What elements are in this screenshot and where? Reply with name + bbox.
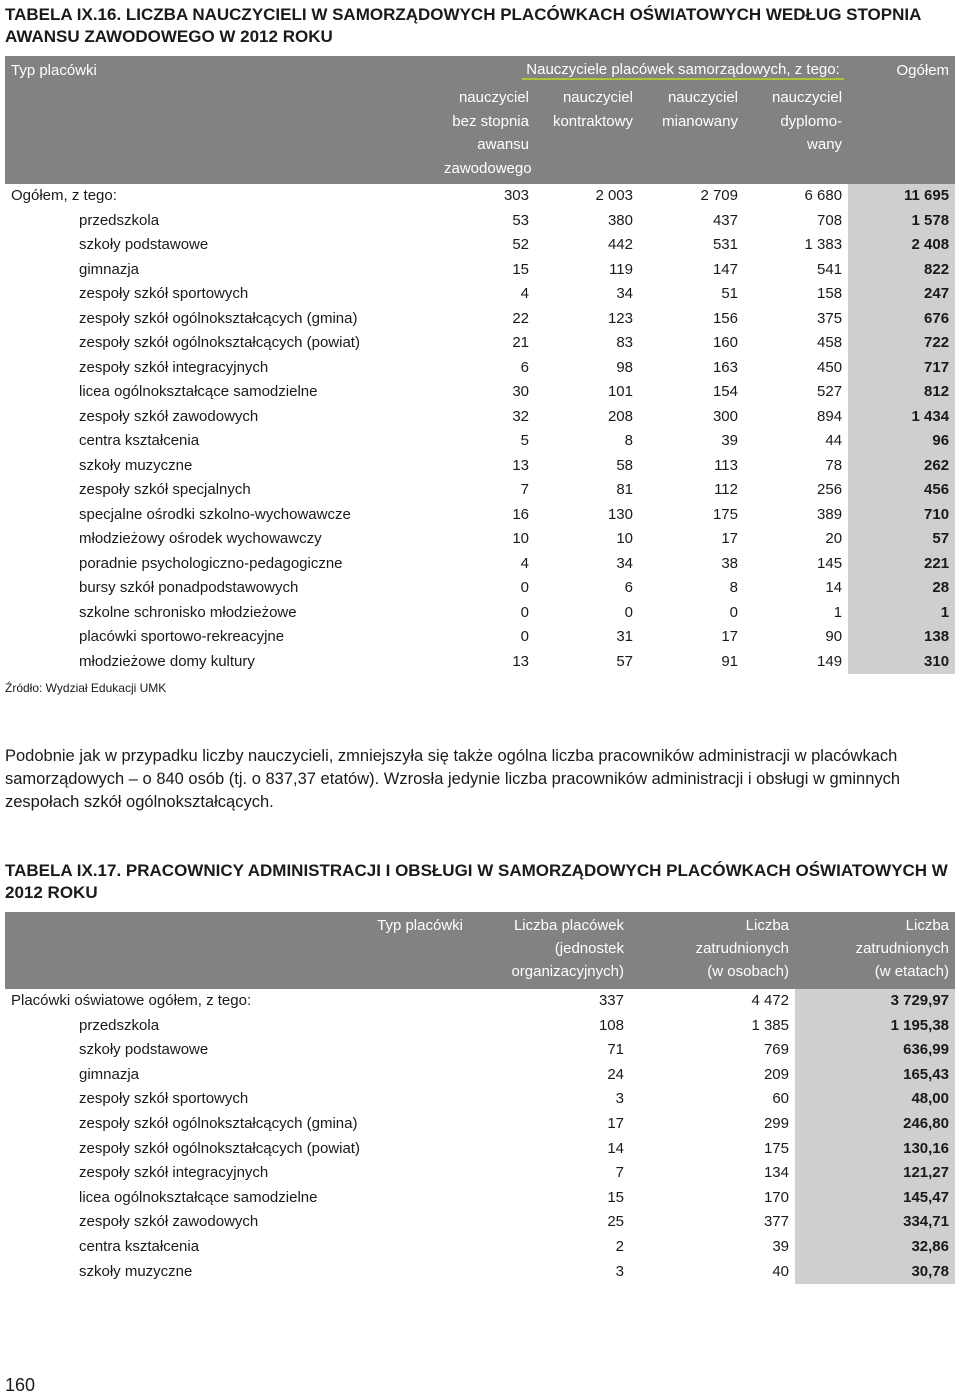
cell-value: 10 xyxy=(512,530,529,547)
cell-value: 337 xyxy=(598,992,624,1009)
table-row xyxy=(5,1235,955,1260)
cell-value: 31 xyxy=(616,628,633,645)
column-header-line: bez stopnia xyxy=(452,112,529,130)
row-label: zespoły szkół ogólnokształcących (powiat) xyxy=(79,334,360,351)
cell-value: 17 xyxy=(721,530,738,547)
row-total: 138 xyxy=(848,625,955,650)
row-label: Ogółem, z tego: xyxy=(11,187,117,204)
row-label: placówki sportowo-rekreacyjne xyxy=(79,628,285,645)
cell-value: 101 xyxy=(607,383,633,400)
cell-value: 450 xyxy=(817,358,843,376)
column-header-line: dyplomo- xyxy=(780,112,843,130)
row-label: szkoły podstawowe xyxy=(79,236,209,253)
table-row xyxy=(5,233,955,258)
row-total: 1 xyxy=(848,601,955,626)
cell-value: 130 xyxy=(607,505,633,523)
cell-value: 15 xyxy=(607,1188,624,1206)
cell-value: 303 xyxy=(503,187,529,204)
table-row xyxy=(5,552,955,577)
cell-value: 158 xyxy=(817,285,843,302)
table-2-title: TABELA IX.17. PRACOWNICY ADMINISTRACJI I OBSŁUGI W SAMORZĄDOWYCH PLACÓWKACH OŚWIATOWYCH W 2012 ROKU xyxy=(5,861,948,902)
cell-value: 58 xyxy=(616,456,633,474)
column-header-line: awansu xyxy=(477,136,529,153)
table-row xyxy=(5,1112,955,1137)
cell-value: 1 383 xyxy=(804,236,843,253)
body-paragraph: Podobnie jak w przypadku liczby nauczycieli, zmniejszyła się także ogólna liczba pracowników administracji w placówkach samorządowych – o 840 osób (tj. o 837,37 etatów). Wzrosła jedynie liczba pracowników administracji i obsługi w gminnych zespołach szkół ogólnokształcących. xyxy=(5,747,901,811)
column-header-line: Liczba xyxy=(745,917,789,934)
table-row xyxy=(5,576,955,601)
cell-value: 541 xyxy=(817,260,843,278)
row-total: 456 xyxy=(848,478,955,503)
column-header-line: nauczyciel xyxy=(458,89,529,106)
row-total: 717 xyxy=(848,356,955,381)
table-row xyxy=(5,478,955,503)
cell-value: 208 xyxy=(607,407,633,425)
column-header-line: (jednostek xyxy=(554,940,624,957)
table-row xyxy=(5,307,955,332)
cell-value: 83 xyxy=(616,334,633,351)
table-row xyxy=(5,454,955,479)
row-total: 1 578 xyxy=(848,209,955,234)
cell-value: 160 xyxy=(712,334,738,351)
row-label: szkoły podstawowe xyxy=(79,1041,209,1059)
table-row xyxy=(5,356,955,381)
row-label: zespoły szkół ogólnokształcących (gmina) xyxy=(79,309,358,327)
row-label: przedszkola xyxy=(79,211,160,229)
cell-value: 708 xyxy=(817,211,843,229)
cell-value: 769 xyxy=(763,1041,789,1059)
row-total: 28 xyxy=(848,576,955,601)
cell-value: 5 xyxy=(520,432,529,449)
row-total: 2 408 xyxy=(848,233,955,258)
table-row xyxy=(5,429,955,454)
cell-value: 0 xyxy=(520,628,529,645)
page-number: 160 xyxy=(5,1375,36,1395)
column-header xyxy=(744,85,848,184)
cell-value: 0 xyxy=(729,603,738,621)
cell-value: 39 xyxy=(772,1237,789,1255)
cell-value: 4 xyxy=(520,285,529,302)
table-row xyxy=(5,625,955,650)
row-label: centra kształcenia xyxy=(79,1237,200,1255)
cell-value: 108 xyxy=(598,1016,624,1034)
row-total: 57 xyxy=(848,527,955,552)
row-total: 310 xyxy=(848,650,955,675)
row-label: zespoły szkół integracyjnych xyxy=(79,1164,269,1182)
cell-value: 256 xyxy=(817,481,843,498)
cell-value: 458 xyxy=(817,334,843,351)
table-row xyxy=(5,1260,955,1285)
cell-value: 6 680 xyxy=(804,187,843,204)
row-total: 1 434 xyxy=(848,405,955,430)
table-row xyxy=(5,1038,955,1063)
row-label: szkoły muzyczne xyxy=(79,456,193,474)
teachers-table xyxy=(5,56,955,674)
row-label: zespoły szkół zawodowych xyxy=(79,1213,259,1231)
table-row xyxy=(5,1186,955,1211)
cell-value: 0 xyxy=(624,603,633,621)
column-header-line: zatrudnionych xyxy=(855,940,949,957)
column-header-line: Liczba placówek xyxy=(513,917,624,934)
cell-value: 78 xyxy=(825,456,843,474)
total-header: Ogółem xyxy=(848,56,955,85)
table-row xyxy=(5,405,955,430)
column-header-line: zatrudnionych xyxy=(695,940,789,957)
column-header-line: (w osobach) xyxy=(707,963,789,980)
cell-value: 299 xyxy=(763,1114,789,1132)
type-header: Typ placówki xyxy=(5,912,469,989)
cell-value: 3 xyxy=(615,1090,624,1108)
column-header xyxy=(795,912,955,989)
row-label: specjalne ośrodki szkolno-wychowawcze xyxy=(79,505,351,523)
cell-value: 13 xyxy=(512,652,529,670)
row-label: licea ogólnokształcące samodzielne xyxy=(79,383,318,400)
cell-value: 8 xyxy=(729,579,738,596)
cell-value: 32 xyxy=(512,407,529,425)
table-row xyxy=(5,989,955,1014)
cell-value: 13 xyxy=(512,456,529,474)
row-total: 676 xyxy=(848,307,955,332)
row-label: zespoły szkół specjalnych xyxy=(79,481,251,498)
row-total: 1 195,38 xyxy=(795,1014,955,1039)
row-label: zespoły szkół integracyjnych xyxy=(79,358,269,376)
cell-value: 38 xyxy=(721,554,738,572)
row-label: zespoły szkół ogólnokształcących (gmina) xyxy=(79,1114,358,1132)
source-note: Źródło: Wydział Edukacji UMK xyxy=(5,681,167,695)
table-row xyxy=(5,1014,955,1039)
row-total: 221 xyxy=(848,552,955,577)
table-row xyxy=(5,184,955,209)
group-header-cell xyxy=(438,56,848,85)
cell-value: 4 472 xyxy=(751,992,789,1009)
cell-value: 163 xyxy=(712,358,738,376)
cell-value: 894 xyxy=(817,407,843,425)
row-total: 145,47 xyxy=(795,1186,955,1211)
table-row xyxy=(5,503,955,528)
table-row xyxy=(5,209,955,234)
cell-value: 375 xyxy=(817,309,843,327)
cell-value: 16 xyxy=(512,505,529,523)
cell-value: 147 xyxy=(712,260,738,278)
row-total: 121,27 xyxy=(795,1161,955,1186)
row-label: poradnie psychologiczno-pedagogiczne xyxy=(79,554,343,572)
table-row xyxy=(5,601,955,626)
row-total: 710 xyxy=(848,503,955,528)
cell-value: 2 709 xyxy=(700,187,738,204)
header-spacer xyxy=(5,85,438,184)
column-header xyxy=(639,85,744,184)
row-total: 165,43 xyxy=(795,1063,955,1088)
row-total: 722 xyxy=(848,331,955,356)
cell-value: 7 xyxy=(615,1164,624,1182)
cell-value: 119 xyxy=(609,260,633,278)
column-header xyxy=(630,912,795,989)
column-header-line: Liczba xyxy=(905,917,949,934)
column-header-line: (w etatach) xyxy=(874,963,949,980)
row-label: młodzieżowe domy kultury xyxy=(79,652,255,670)
row-label: szkolne schronisko młodzieżowe xyxy=(79,603,297,621)
cell-value: 90 xyxy=(825,628,843,645)
cell-value: 14 xyxy=(607,1139,624,1157)
column-header-line: zawodowego xyxy=(444,159,532,177)
cell-value: 389 xyxy=(817,505,843,523)
column-header xyxy=(469,912,630,989)
cell-value: 8 xyxy=(624,432,633,449)
row-total: 262 xyxy=(848,454,955,479)
cell-value: 17 xyxy=(721,628,738,645)
cell-value: 14 xyxy=(825,579,843,596)
table-row xyxy=(5,1137,955,1162)
column-header-line: mianowany xyxy=(662,112,738,130)
cell-value: 34 xyxy=(616,554,633,572)
table-row xyxy=(5,282,955,307)
cell-value: 20 xyxy=(825,530,843,547)
row-total: 334,71 xyxy=(795,1210,955,1235)
column-header-line: nauczyciel xyxy=(772,89,843,106)
cell-value: 1 xyxy=(833,603,843,621)
cell-value: 156 xyxy=(712,309,738,327)
row-label: zespoły szkół ogólnokształcących (powiat) xyxy=(79,1139,360,1157)
group-header: Nauczyciele placówek samorządowych, z tego: xyxy=(522,61,843,80)
row-label: gimnazja xyxy=(79,1065,140,1083)
cell-value: 91 xyxy=(721,652,738,670)
row-total: 30,78 xyxy=(795,1260,955,1285)
row-label: zespoły szkół sportowych xyxy=(79,1090,249,1108)
row-total: 3 729,97 xyxy=(795,989,955,1014)
header-spacer xyxy=(848,85,955,184)
cell-value: 442 xyxy=(607,236,633,253)
cell-value: 39 xyxy=(721,432,738,449)
table-row xyxy=(5,1087,955,1112)
row-total: 130,16 xyxy=(795,1137,955,1162)
column-header-line: nauczyciel xyxy=(562,89,633,106)
cell-value: 170 xyxy=(763,1188,789,1206)
column-header xyxy=(535,85,639,184)
row-total: 636,99 xyxy=(795,1038,955,1063)
row-label: licea ogólnokształcące samodzielne xyxy=(79,1188,318,1206)
table-row xyxy=(5,1161,955,1186)
cell-value: 15 xyxy=(512,260,529,278)
row-label: bursy szkół ponadpodstawowych xyxy=(79,579,299,596)
cell-value: 34 xyxy=(616,285,633,302)
cell-value: 44 xyxy=(825,432,843,449)
column-header-line: nauczyciel xyxy=(667,89,738,106)
cell-value: 3 xyxy=(615,1262,624,1280)
cell-value: 145 xyxy=(817,554,843,572)
cell-value: 81 xyxy=(616,481,633,498)
cell-value: 149 xyxy=(817,652,843,670)
cell-value: 57 xyxy=(616,652,633,670)
column-header xyxy=(438,85,535,184)
cell-value: 0 xyxy=(520,603,529,621)
cell-value: 4 xyxy=(520,554,529,572)
table-row xyxy=(5,650,955,675)
row-total: 32,86 xyxy=(795,1235,955,1260)
table-row xyxy=(5,380,955,405)
row-total: 822 xyxy=(848,258,955,283)
row-total: 96 xyxy=(848,429,955,454)
row-total: 246,80 xyxy=(795,1112,955,1137)
cell-value: 40 xyxy=(772,1262,789,1280)
cell-value: 1 385 xyxy=(751,1016,789,1034)
cell-value: 52 xyxy=(512,236,529,253)
cell-value: 377 xyxy=(763,1213,789,1231)
cell-value: 53 xyxy=(512,211,529,229)
cell-value: 123 xyxy=(607,309,633,327)
column-header-line: kontraktowy xyxy=(552,112,633,130)
cell-value: 98 xyxy=(616,358,633,376)
staff-table xyxy=(5,912,955,1284)
table-row xyxy=(5,1063,955,1088)
cell-value: 24 xyxy=(607,1065,624,1083)
row-label: Placówki oświatowe ogółem, z tego: xyxy=(11,992,252,1009)
cell-value: 30 xyxy=(512,383,529,400)
column-header-line: wany xyxy=(807,136,843,153)
row-total: 11 695 xyxy=(848,184,955,209)
cell-value: 17 xyxy=(607,1114,624,1132)
table-row xyxy=(5,527,955,552)
cell-value: 71 xyxy=(607,1041,624,1059)
cell-value: 60 xyxy=(772,1090,789,1108)
row-label: gimnazja xyxy=(79,260,140,278)
cell-value: 2 xyxy=(615,1237,624,1255)
table-row xyxy=(5,1210,955,1235)
cell-value: 175 xyxy=(763,1139,789,1157)
row-label: zespoły szkół sportowych xyxy=(79,285,249,302)
cell-value: 6 xyxy=(624,579,633,596)
cell-value: 2 003 xyxy=(595,187,633,204)
cell-value: 300 xyxy=(712,407,738,425)
cell-value: 175 xyxy=(712,505,738,523)
row-total: 247 xyxy=(848,282,955,307)
cell-value: 531 xyxy=(712,236,738,253)
cell-value: 112 xyxy=(714,481,738,498)
row-label: zespoły szkół zawodowych xyxy=(79,407,259,425)
row-label: przedszkola xyxy=(79,1016,160,1034)
row-total: 48,00 xyxy=(795,1087,955,1112)
cell-value: 380 xyxy=(607,211,633,229)
table-row xyxy=(5,331,955,356)
cell-value: 154 xyxy=(712,383,738,400)
row-label: centra kształcenia xyxy=(79,432,200,449)
cell-value: 22 xyxy=(512,309,529,327)
cell-value: 51 xyxy=(721,285,738,302)
cell-value: 25 xyxy=(607,1213,624,1231)
table-1-title: TABELA IX.16. LICZBA NAUCZYCIELI W SAMORZĄDOWYCH PLACÓWKACH OŚWIATOWYCH WEDŁUG STOPNIA AWANSU ZAWODOWEGO W 2012 ROKU xyxy=(5,5,921,46)
row-total: 812 xyxy=(848,380,955,405)
cell-value: 209 xyxy=(763,1065,789,1083)
cell-value: 437 xyxy=(712,211,738,229)
cell-value: 10 xyxy=(616,530,633,547)
column-header-line: organizacyjnych) xyxy=(511,963,624,980)
type-header: Typ placówki xyxy=(5,56,438,85)
cell-value: 0 xyxy=(520,579,529,596)
cell-value: 113 xyxy=(714,456,738,474)
cell-value: 527 xyxy=(817,383,843,400)
table-row xyxy=(5,258,955,283)
cell-value: 134 xyxy=(763,1164,789,1182)
row-label: szkoły muzyczne xyxy=(79,1262,193,1280)
cell-value: 7 xyxy=(520,481,529,498)
row-label: młodzieżowy ośrodek wychowawczy xyxy=(79,530,322,547)
cell-value: 6 xyxy=(520,358,529,376)
cell-value: 21 xyxy=(512,334,529,351)
